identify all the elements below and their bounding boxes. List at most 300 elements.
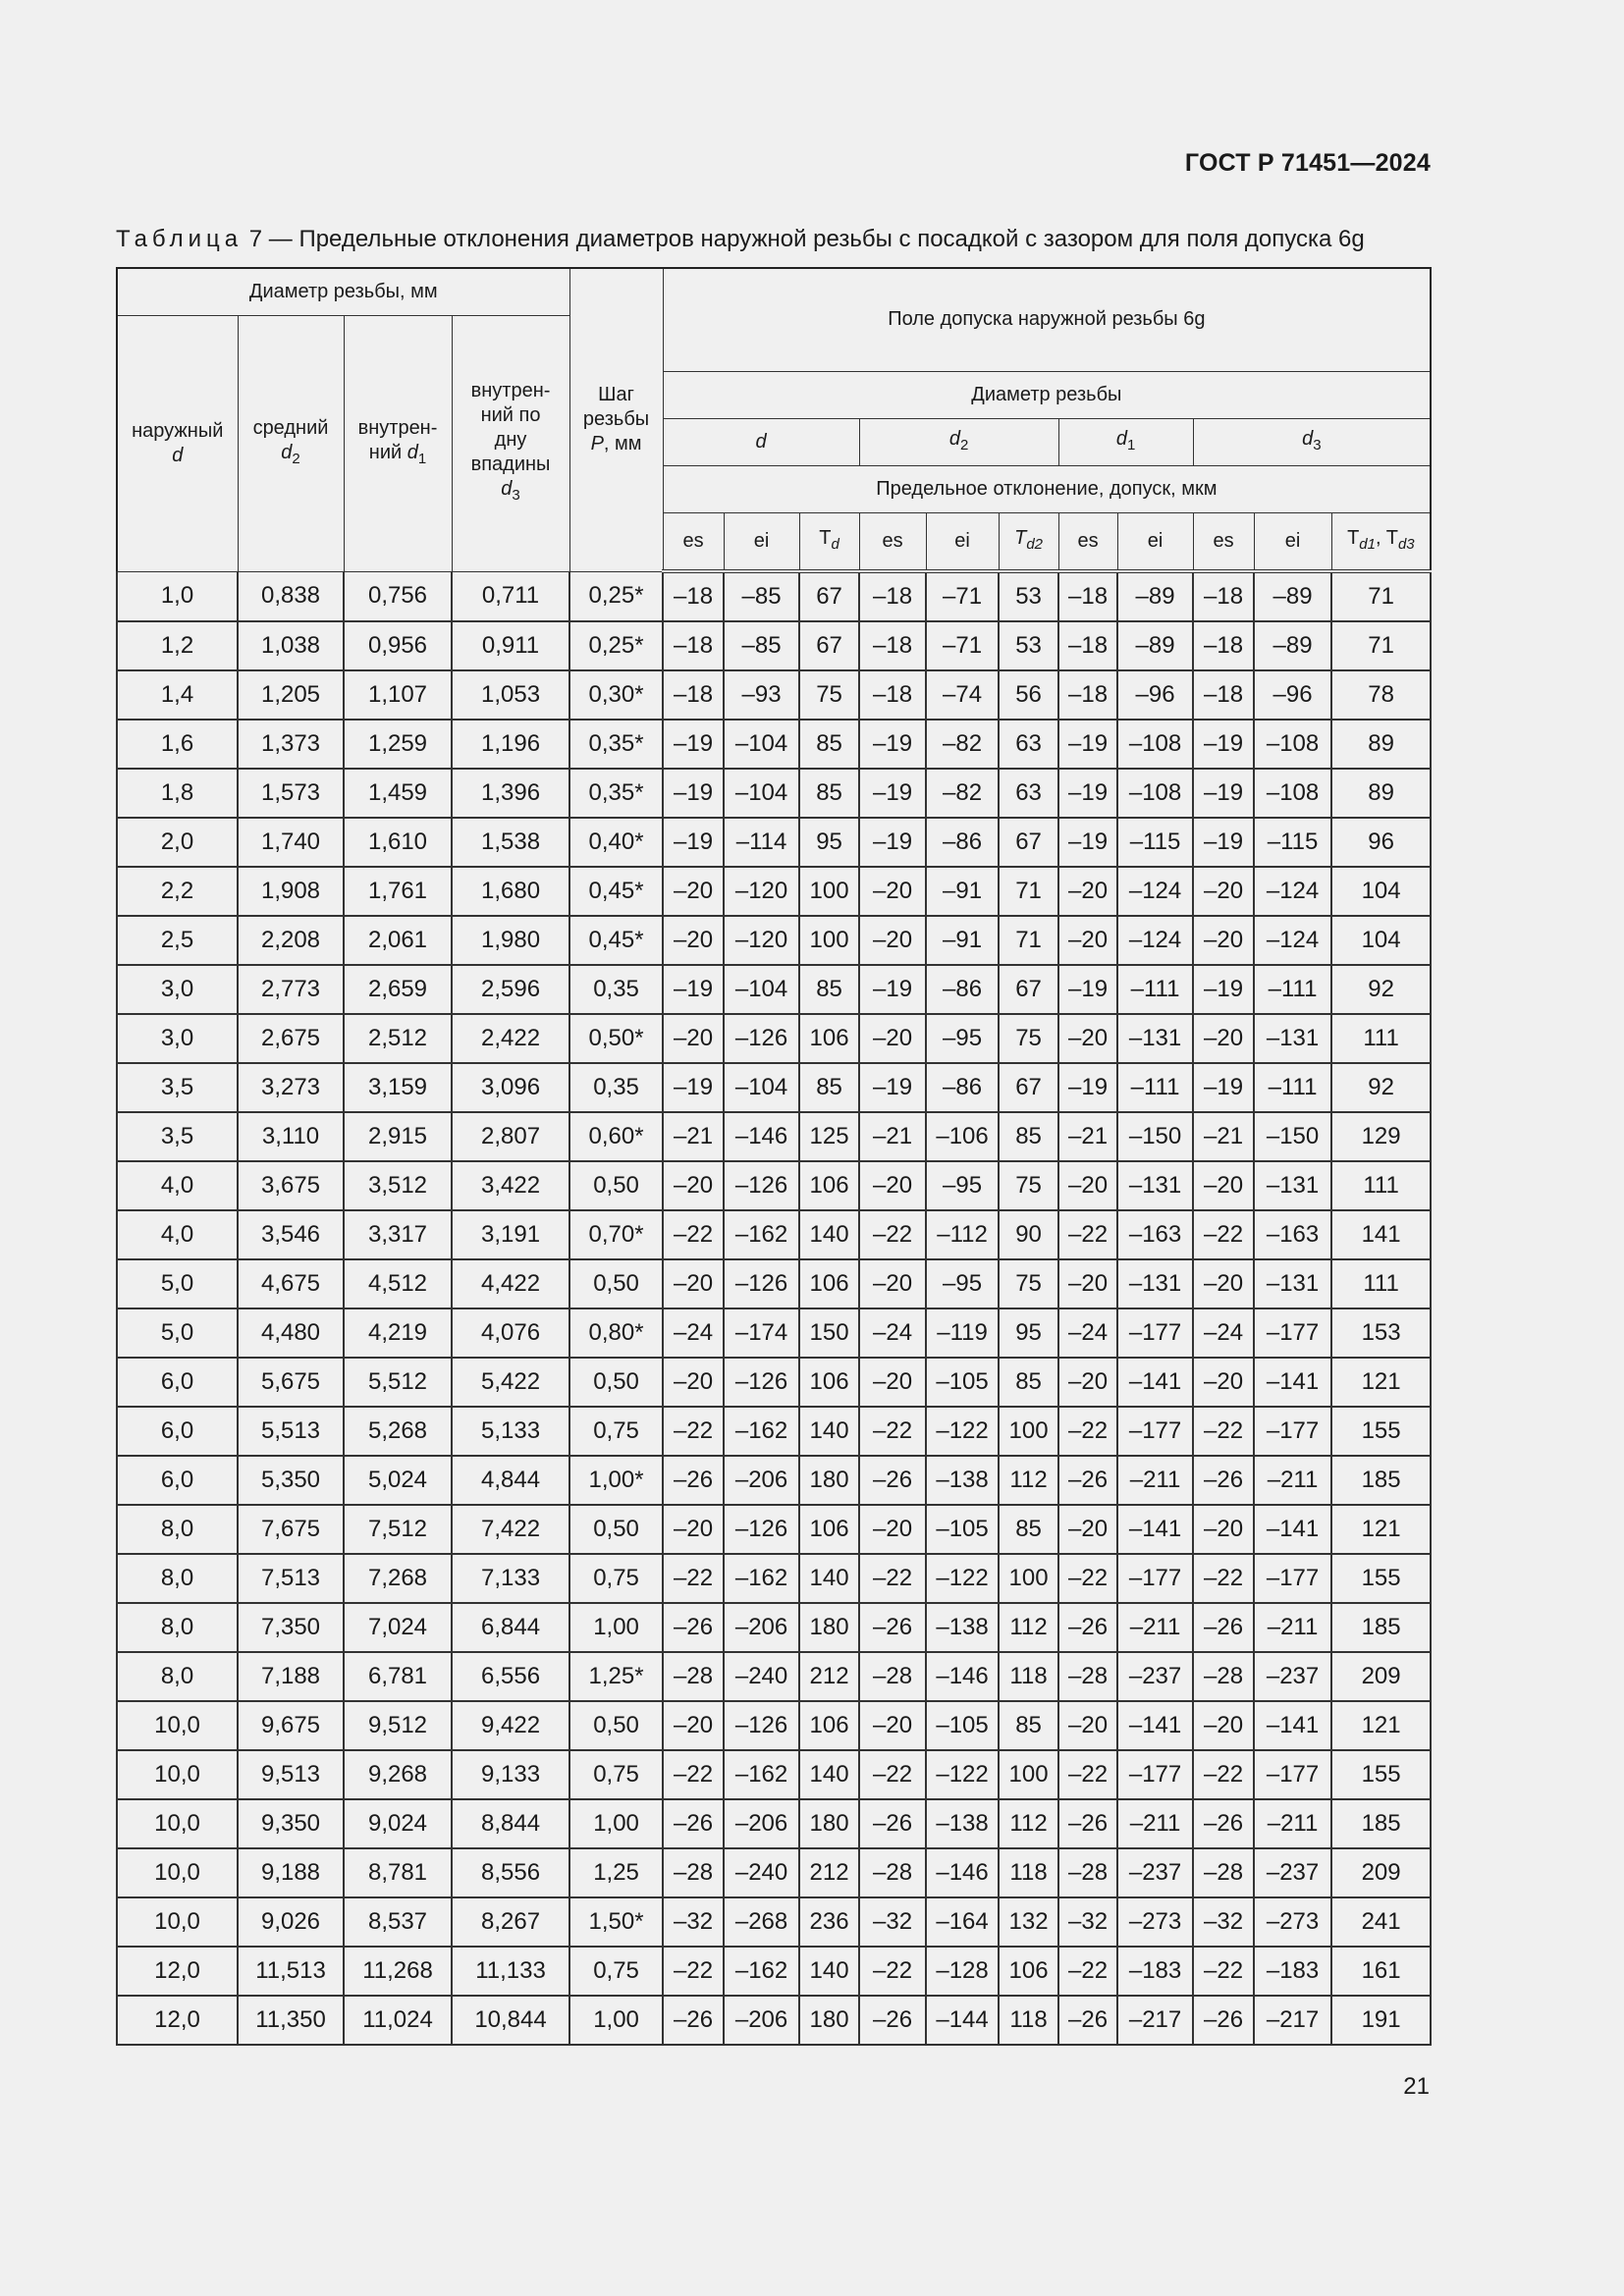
cell-d-es: –20: [663, 916, 724, 965]
cell-d-ei: –85: [724, 571, 799, 621]
cell-d2-ei: –122: [926, 1554, 999, 1603]
cell-d2-es: –20: [859, 1161, 926, 1210]
d2-group-header: [859, 418, 1058, 465]
cell-d-es: –20: [663, 1014, 724, 1063]
cell-d3-ei: –89: [1254, 571, 1331, 621]
cell-d1-ei: –211: [1117, 1456, 1193, 1505]
cell-td1-td3: 129: [1331, 1112, 1431, 1161]
cell-inner-root-d3: 2,807: [452, 1112, 569, 1161]
cell-d2-ei: –82: [926, 769, 999, 818]
td1-symbol: T: [1347, 526, 1360, 549]
cell-inner-root-d3: 1,680: [452, 867, 569, 916]
cell-d-es: –21: [663, 1112, 724, 1161]
cell-td1-td3: 104: [1331, 867, 1431, 916]
cell-d-es: –26: [663, 1603, 724, 1652]
cell-pitch: 1,00: [569, 1603, 663, 1652]
d2-subscript: 2: [959, 436, 969, 454]
cell-inner-root-d3: 8,556: [452, 1848, 569, 1897]
cell-inner-d1: 11,024: [344, 1996, 452, 2045]
cell-d3-es: –22: [1193, 1750, 1254, 1799]
cell-middle-d2: 9,513: [238, 1750, 344, 1799]
cell-outer-d: 12,0: [117, 1947, 238, 1996]
cell-d2-es: –26: [859, 1456, 926, 1505]
cell-d1-es: –20: [1058, 1505, 1117, 1554]
cell-d3-ei: –89: [1254, 621, 1331, 670]
cell-td1-td3: 96: [1331, 818, 1431, 867]
cell-d2-ei: –112: [926, 1210, 999, 1259]
thread-diameter-header: Диаметр резьбы: [663, 371, 1431, 418]
cell-d1-ei: –177: [1117, 1407, 1193, 1456]
cell-inner-d1: 11,268: [344, 1947, 452, 1996]
cell-d1-ei: –115: [1117, 818, 1193, 867]
cell-d2-es: –26: [859, 1996, 926, 2045]
cell-d-td: 106: [799, 1505, 859, 1554]
cell-d1-es: –21: [1058, 1112, 1117, 1161]
cell-d-es: –22: [663, 1407, 724, 1456]
cell-d-td: 140: [799, 1554, 859, 1603]
cell-d1-es: –20: [1058, 867, 1117, 916]
cell-d-es: –20: [663, 1161, 724, 1210]
cell-middle-d2: 2,773: [238, 965, 344, 1014]
cell-d2-ei: –105: [926, 1701, 999, 1750]
cell-pitch: 1,00: [569, 1799, 663, 1848]
cell-d3-ei: –177: [1254, 1554, 1331, 1603]
cell-d-ei: –162: [724, 1407, 799, 1456]
cell-outer-d: 8,0: [117, 1603, 238, 1652]
cell-outer-d: 8,0: [117, 1554, 238, 1603]
cell-d2-ei: –128: [926, 1947, 999, 1996]
cell-inner-d1: 1,761: [344, 867, 452, 916]
table-row: [117, 1014, 1431, 1063]
cell-d2-td: 71: [999, 867, 1058, 916]
cell-inner-root-d3: 0,711: [452, 571, 569, 621]
cell-d1-ei: –217: [1117, 1996, 1193, 2045]
cell-d3-es: –26: [1193, 1799, 1254, 1848]
cell-d3-es: –20: [1193, 1505, 1254, 1554]
cell-d1-ei: –211: [1117, 1799, 1193, 1848]
cell-inner-root-d3: 1,396: [452, 769, 569, 818]
cell-d2-es: –26: [859, 1603, 926, 1652]
cell-d1-es: –22: [1058, 1947, 1117, 1996]
cell-d3-es: –20: [1193, 916, 1254, 965]
cell-d1-ei: –273: [1117, 1897, 1193, 1947]
cell-inner-root-d3: 0,911: [452, 621, 569, 670]
cell-d3-es: –22: [1193, 1210, 1254, 1259]
middle-symbol: d: [281, 441, 293, 463]
cell-inner-d1: 8,537: [344, 1897, 452, 1947]
cell-pitch: 0,45*: [569, 916, 663, 965]
document-code: ГОСТ Р 71451—2024: [1184, 149, 1431, 177]
cell-d3-es: –19: [1193, 818, 1254, 867]
cell-d3-es: –20: [1193, 1014, 1254, 1063]
cell-d2-es: –20: [859, 1259, 926, 1308]
cell-d2-es: –20: [859, 916, 926, 965]
cell-d2-td: 106: [999, 1947, 1058, 1996]
cell-middle-d2: 4,480: [238, 1308, 344, 1358]
cell-d1-es: –32: [1058, 1897, 1117, 1947]
cell-outer-d: 10,0: [117, 1750, 238, 1799]
cell-d2-ei: –86: [926, 965, 999, 1014]
cell-d-es: –19: [663, 720, 724, 769]
cell-d3-ei: –124: [1254, 916, 1331, 965]
table-row: [117, 1897, 1431, 1947]
cell-outer-d: 8,0: [117, 1505, 238, 1554]
cell-inner-d1: 1,259: [344, 720, 452, 769]
cell-d2-ei: –138: [926, 1456, 999, 1505]
cell-inner-d1: 1,459: [344, 769, 452, 818]
cell-d1-ei: –131: [1117, 1161, 1193, 1210]
cell-inner-d1: 7,512: [344, 1505, 452, 1554]
cell-td1-td3: 155: [1331, 1554, 1431, 1603]
cell-middle-d2: 2,208: [238, 916, 344, 965]
cell-inner-d1: 2,512: [344, 1014, 452, 1063]
cell-middle-d2: 3,110: [238, 1112, 344, 1161]
cell-d2-ei: –144: [926, 1996, 999, 2045]
cell-td1-td3: 111: [1331, 1259, 1431, 1308]
cell-d-ei: –162: [724, 1750, 799, 1799]
cell-d-es: –22: [663, 1554, 724, 1603]
table-body: [117, 571, 1431, 2045]
cell-d3-ei: –124: [1254, 867, 1331, 916]
cell-pitch: 0,60*: [569, 1112, 663, 1161]
cell-d-td: 85: [799, 720, 859, 769]
cell-d1-ei: –177: [1117, 1554, 1193, 1603]
cell-outer-d: 2,2: [117, 867, 238, 916]
cell-inner-d1: 2,659: [344, 965, 452, 1014]
cell-d3-ei: –108: [1254, 769, 1331, 818]
cell-d3-ei: –150: [1254, 1112, 1331, 1161]
cell-d1-es: –20: [1058, 916, 1117, 965]
cell-d-td: 100: [799, 916, 859, 965]
cell-d-td: 180: [799, 1799, 859, 1848]
cell-d2-es: –22: [859, 1750, 926, 1799]
cell-d3-es: –26: [1193, 1996, 1254, 2045]
cell-outer-d: 4,0: [117, 1210, 238, 1259]
cell-d2-td: 85: [999, 1505, 1058, 1554]
cell-d2-es: –22: [859, 1947, 926, 1996]
cell-d-td: 85: [799, 965, 859, 1014]
cell-d2-td: 118: [999, 1848, 1058, 1897]
cell-d3-es: –18: [1193, 571, 1254, 621]
cell-d-td: 140: [799, 1750, 859, 1799]
cell-td1-td3: 89: [1331, 769, 1431, 818]
cell-d-ei: –85: [724, 621, 799, 670]
middle-diameter-header: [238, 315, 344, 571]
td2-symbol: T: [1014, 526, 1027, 549]
cell-d3-ei: –141: [1254, 1505, 1331, 1554]
cell-d2-td: 90: [999, 1210, 1058, 1259]
cell-d2-ei: –86: [926, 1063, 999, 1112]
outer-label: наружный: [132, 419, 224, 442]
cell-pitch: 1,00*: [569, 1456, 663, 1505]
cell-d3-ei: –183: [1254, 1947, 1331, 1996]
cell-d1-es: –19: [1058, 965, 1117, 1014]
cell-inner-d1: 5,268: [344, 1407, 452, 1456]
cell-outer-d: 6,0: [117, 1358, 238, 1407]
cell-outer-d: 10,0: [117, 1701, 238, 1750]
cell-d3-es: –20: [1193, 1259, 1254, 1308]
cell-d-es: –19: [663, 769, 724, 818]
cell-d2-td: 75: [999, 1259, 1058, 1308]
cell-td1-td3: 111: [1331, 1014, 1431, 1063]
cell-td1-td3: 121: [1331, 1505, 1431, 1554]
cell-outer-d: 1,0: [117, 571, 238, 621]
cell-pitch: 0,35*: [569, 720, 663, 769]
cell-outer-d: 1,2: [117, 621, 238, 670]
cell-d-es: –20: [663, 1701, 724, 1750]
cell-inner-root-d3: 5,422: [452, 1358, 569, 1407]
cell-pitch: 0,50: [569, 1161, 663, 1210]
cell-d3-es: –21: [1193, 1112, 1254, 1161]
cell-d-ei: –126: [724, 1161, 799, 1210]
cell-d-ei: –104: [724, 1063, 799, 1112]
cell-d-td: 180: [799, 1456, 859, 1505]
cell-outer-d: 1,6: [117, 720, 238, 769]
cell-d-ei: –120: [724, 867, 799, 916]
cell-outer-d: 6,0: [117, 1456, 238, 1505]
cell-pitch: 0,35: [569, 1063, 663, 1112]
table-row: [117, 1358, 1431, 1407]
pitch-label: Шаг резьбы: [582, 384, 650, 431]
inner-root-label: внутрен-ний по дну впадины: [470, 380, 551, 475]
cell-d2-td: 67: [999, 818, 1058, 867]
cell-inner-root-d3: 2,422: [452, 1014, 569, 1063]
cell-pitch: 0,50: [569, 1701, 663, 1750]
cell-d2-td: 63: [999, 769, 1058, 818]
cell-pitch: 1,00: [569, 1996, 663, 2045]
cell-d3-ei: –177: [1254, 1750, 1331, 1799]
cell-d2-es: –19: [859, 720, 926, 769]
d3-group-header: [1193, 418, 1431, 465]
cell-d-ei: –162: [724, 1947, 799, 1996]
cell-d2-ei: –91: [926, 916, 999, 965]
caption-label: Таблица: [116, 226, 244, 252]
cell-d1-es: –26: [1058, 1603, 1117, 1652]
inner-symbol: d: [406, 441, 418, 463]
cell-outer-d: 3,5: [117, 1063, 238, 1112]
cell-d-es: –20: [663, 867, 724, 916]
table-row: [117, 1407, 1431, 1456]
cell-d2-ei: –122: [926, 1750, 999, 1799]
cell-d-ei: –126: [724, 1505, 799, 1554]
cell-d-ei: –240: [724, 1652, 799, 1701]
cell-d3-es: –20: [1193, 867, 1254, 916]
td-header: [799, 512, 859, 571]
cell-d1-es: –26: [1058, 1799, 1117, 1848]
cell-d-ei: –126: [724, 1259, 799, 1308]
cell-td1-td3: 92: [1331, 965, 1431, 1014]
ei-header-d2: ei: [926, 512, 999, 571]
ei-header-d3: ei: [1254, 512, 1331, 571]
cell-middle-d2: 0,838: [238, 571, 344, 621]
cell-inner-root-d3: 4,844: [452, 1456, 569, 1505]
middle-subscript: 2: [292, 450, 300, 467]
cell-inner-root-d3: 6,556: [452, 1652, 569, 1701]
cell-d3-es: –19: [1193, 965, 1254, 1014]
cell-d1-es: –20: [1058, 1259, 1117, 1308]
cell-d-td: 140: [799, 1210, 859, 1259]
cell-outer-d: 4,0: [117, 1161, 238, 1210]
table-row: [117, 1652, 1431, 1701]
cell-d3-ei: –108: [1254, 720, 1331, 769]
cell-d2-td: 112: [999, 1799, 1058, 1848]
cell-d2-es: –32: [859, 1897, 926, 1947]
d1-group-header: [1058, 418, 1193, 465]
ei-header-d1: ei: [1117, 512, 1193, 571]
cell-td1-td3: 111: [1331, 1161, 1431, 1210]
cell-d3-ei: –115: [1254, 818, 1331, 867]
cell-d-es: –19: [663, 818, 724, 867]
cell-d1-ei: –89: [1117, 621, 1193, 670]
cell-d2-es: –20: [859, 1505, 926, 1554]
cell-middle-d2: 1,205: [238, 670, 344, 720]
td3-subscript: d3: [1397, 535, 1415, 553]
cell-inner-root-d3: 10,844: [452, 1996, 569, 2045]
cell-d3-es: –22: [1193, 1554, 1254, 1603]
cell-d-ei: –206: [724, 1996, 799, 2045]
cell-d-td: 106: [799, 1358, 859, 1407]
cell-d-td: 106: [799, 1701, 859, 1750]
cell-d-es: –22: [663, 1750, 724, 1799]
cell-inner-d1: 4,512: [344, 1259, 452, 1308]
cell-d1-ei: –211: [1117, 1603, 1193, 1652]
cell-d-ei: –268: [724, 1897, 799, 1947]
cell-d1-ei: –108: [1117, 720, 1193, 769]
cell-middle-d2: 9,675: [238, 1701, 344, 1750]
outer-diameter-header: [117, 315, 238, 571]
cell-td1-td3: 121: [1331, 1701, 1431, 1750]
cell-d3-es: –18: [1193, 670, 1254, 720]
cell-d-td: 212: [799, 1848, 859, 1897]
cell-d3-ei: –211: [1254, 1456, 1331, 1505]
cell-middle-d2: 7,188: [238, 1652, 344, 1701]
cell-d2-ei: –122: [926, 1407, 999, 1456]
cell-d-td: 180: [799, 1996, 859, 2045]
td-separator: ,: [1375, 526, 1386, 549]
cell-d2-es: –20: [859, 867, 926, 916]
cell-d1-es: –18: [1058, 571, 1117, 621]
cell-d-ei: –146: [724, 1112, 799, 1161]
cell-d-td: 95: [799, 818, 859, 867]
cell-d2-td: 95: [999, 1308, 1058, 1358]
cell-d3-ei: –131: [1254, 1259, 1331, 1308]
cell-td1-td3: 185: [1331, 1799, 1431, 1848]
cell-inner-root-d3: 1,053: [452, 670, 569, 720]
cell-d1-es: –26: [1058, 1996, 1117, 2045]
cell-d2-es: –28: [859, 1848, 926, 1897]
cell-pitch: 0,75: [569, 1554, 663, 1603]
cell-inner-root-d3: 6,844: [452, 1603, 569, 1652]
cell-middle-d2: 2,675: [238, 1014, 344, 1063]
cell-middle-d2: 11,350: [238, 1996, 344, 2045]
cell-inner-root-d3: 5,133: [452, 1407, 569, 1456]
inner-label: внутрен-ний: [357, 416, 438, 463]
cell-d3-ei: –211: [1254, 1799, 1331, 1848]
cell-d1-es: –28: [1058, 1652, 1117, 1701]
cell-d2-ei: –86: [926, 818, 999, 867]
cell-inner-root-d3: 8,267: [452, 1897, 569, 1947]
cell-d-es: –26: [663, 1799, 724, 1848]
table-row: [117, 571, 1431, 621]
cell-pitch: 0,50: [569, 1505, 663, 1554]
cell-d2-es: –22: [859, 1554, 926, 1603]
es-header-d2: es: [859, 512, 926, 571]
cell-d-ei: –120: [724, 916, 799, 965]
cell-d1-ei: –183: [1117, 1947, 1193, 1996]
cell-outer-d: 2,5: [117, 916, 238, 965]
inner-root-diameter-header: [452, 315, 569, 571]
middle-label: средний: [252, 416, 329, 439]
cell-d-td: 140: [799, 1407, 859, 1456]
cell-d2-td: 67: [999, 965, 1058, 1014]
cell-d2-ei: –138: [926, 1603, 999, 1652]
cell-d-ei: –162: [724, 1554, 799, 1603]
cell-d-es: –22: [663, 1947, 724, 1996]
cell-d3-ei: –273: [1254, 1897, 1331, 1947]
pitch-symbol: P: [590, 433, 604, 455]
cell-td1-td3: 161: [1331, 1947, 1431, 1996]
table-row: [117, 1210, 1431, 1259]
cell-d-ei: –104: [724, 965, 799, 1014]
outer-symbol: d: [172, 444, 184, 466]
cell-inner-root-d3: 3,422: [452, 1161, 569, 1210]
table-row: [117, 1799, 1431, 1848]
cell-d2-td: 53: [999, 571, 1058, 621]
cell-outer-d: 1,4: [117, 670, 238, 720]
caption-text: 7 — Предельные отклонения диаметров наружной резьбы с посадкой с зазором для поля допуска 6g: [243, 226, 1365, 252]
cell-inner-d1: 5,024: [344, 1456, 452, 1505]
cell-d2-ei: –146: [926, 1652, 999, 1701]
cell-outer-d: 8,0: [117, 1652, 238, 1701]
inner-root-symbol: d: [501, 478, 513, 500]
cell-d2-es: –18: [859, 670, 926, 720]
cell-middle-d2: 1,573: [238, 769, 344, 818]
cell-d3-es: –28: [1193, 1652, 1254, 1701]
cell-d-td: 67: [799, 621, 859, 670]
cell-d2-td: 112: [999, 1603, 1058, 1652]
cell-inner-d1: 6,781: [344, 1652, 452, 1701]
cell-inner-d1: 7,024: [344, 1603, 452, 1652]
cell-outer-d: 3,0: [117, 965, 238, 1014]
cell-inner-d1: 5,512: [344, 1358, 452, 1407]
cell-d2-td: 100: [999, 1554, 1058, 1603]
cell-middle-d2: 1,038: [238, 621, 344, 670]
cell-inner-d1: 9,512: [344, 1701, 452, 1750]
cell-d3-es: –28: [1193, 1848, 1254, 1897]
cell-middle-d2: 3,675: [238, 1161, 344, 1210]
ei-header-d: ei: [724, 512, 799, 571]
cell-d-es: –18: [663, 571, 724, 621]
cell-middle-d2: 5,513: [238, 1407, 344, 1456]
cell-d-ei: –206: [724, 1603, 799, 1652]
cell-inner-root-d3: 8,844: [452, 1799, 569, 1848]
cell-d1-es: –19: [1058, 818, 1117, 867]
cell-d2-td: 85: [999, 1112, 1058, 1161]
cell-d2-td: 100: [999, 1407, 1058, 1456]
cell-middle-d2: 7,513: [238, 1554, 344, 1603]
diameter-group-header: Диаметр резьбы, мм: [117, 268, 569, 315]
cell-d1-es: –22: [1058, 1554, 1117, 1603]
cell-d2-td: 100: [999, 1750, 1058, 1799]
cell-d-td: 212: [799, 1652, 859, 1701]
cell-middle-d2: 1,373: [238, 720, 344, 769]
cell-d-es: –28: [663, 1848, 724, 1897]
cell-d-es: –19: [663, 965, 724, 1014]
inner-root-subscript: 3: [512, 487, 520, 504]
cell-d2-es: –19: [859, 965, 926, 1014]
cell-pitch: 0,75: [569, 1407, 663, 1456]
table-row: [117, 1554, 1431, 1603]
